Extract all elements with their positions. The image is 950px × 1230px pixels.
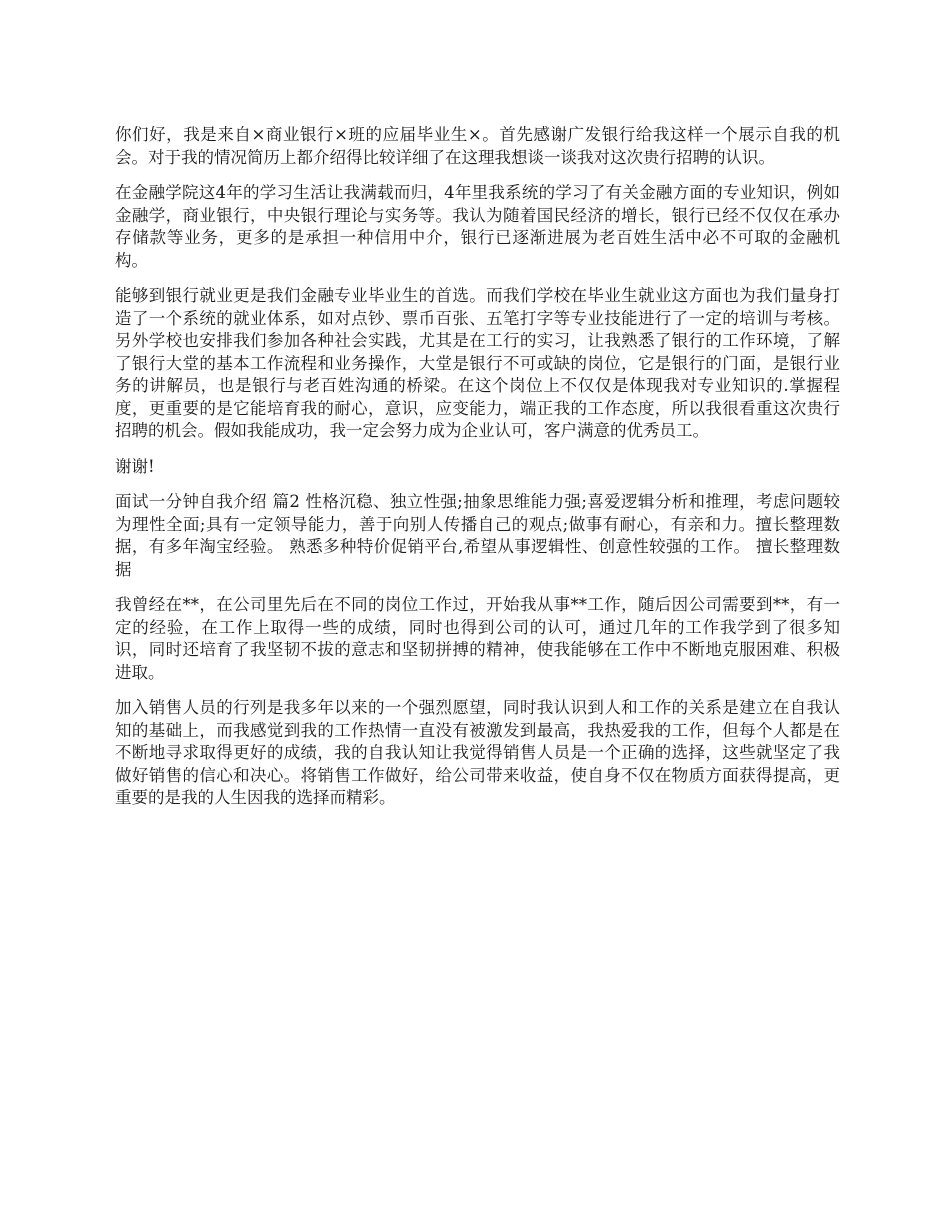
document-body xyxy=(115,124,840,823)
paragraph-sales: 加入销售人员的行列是我多年以来的一个强烈愿望，同时我认识到人和工作的关系是建立在自我认知的基础上，而我感觉到我的工作热情一直没有被激发到最高，我热爱我的工作，但每个人都是在不断地寻求取得更好的成绩，我的自我认知让我觉得销售人员是一个正确的选择，这些就坚定了我做好销售的信心和决心。将销售工作做好，给公司带来收益，使自身不仅在物质方面获得提高，更重要的是我的人生因我的选择而精彩。 xyxy=(115,698,840,807)
paragraph-study: 在金融学院这4年的学习生活让我满载而归，4年里我系统的学习了有关金融方面的专业知识，例如金融学，商业银行，中央银行理论与实务等。我认为随着国民经济的增长，银行已经不仅仅在承办存储款等业务，更多的是承担一种信用中介，银行已逐渐进展为老百姓生活中必不可取的金融机构。 xyxy=(115,183,840,270)
paragraph-experience: 我曾经在**，在公司里先后在不同的岗位工作过，开始我从事**工作，随后因公司需要到**，有一定的经验，在工作上取得一些的成绩，同时也得到公司的认可，通过几年的工作我学到了很多知识，同时还培育了我坚韧不拔的意志和坚韧拼搏的精神，使我能够在工作中不断地克服困难、积极进取。 xyxy=(115,595,840,682)
paragraph-thanks: 谢谢! xyxy=(115,456,155,476)
paragraph-employment: 能够到银行就业更是我们金融专业毕业生的首选。而我们学校在毕业生就业这方面也为我们量身打造了一个系统的就业体系，如对点钞、票币百张、五笔打字等专业技能进行了一定的培训与考核。另外学校也安排我们参加各种社会实践，尤其是在工行的实习，让我熟悉了银行的工作环境，了解了银行大堂的基本工作流程和业务操作，大堂是银行不可或缺的岗位，它是银行的门面，是银行业务的讲解员，也是银行与老百姓沟通的桥梁。在这个岗位上不仅仅是体现我对专业知识的.掌握程度，更重要的是它能培育我的耐心，意识，应变能力，端正我的工作态度，所以我很看重这次贵行招聘的机会。假如我能成功，我一定会努力成为企业认可，客户满意的优秀员工。 xyxy=(115,286,840,440)
paragraph-intro: 你们好，我是来自×商业银行×班的应届毕业生×。首先感谢广发银行给我这样一个展示自我的机会。对于我的情况简历上都介绍得比较详细了在这理我想谈一谈我对这次贵行招聘的认识。 xyxy=(115,125,840,167)
paragraph-intro-2: 面试一分钟自我介绍 篇2 性格沉稳、独立性强;抽象思维能力强;喜爱逻辑分析和推理，考虑问题较为理性全面;具有一定领导能力，善于向别人传播自己的观点;做事有耐心，有亲和力。擅长整理数据，有多年淘宝经验。 熟悉多种特价促销平台,希望从事逻辑性、创意性较强的工作。 擅长整理数据 xyxy=(115,492,840,579)
